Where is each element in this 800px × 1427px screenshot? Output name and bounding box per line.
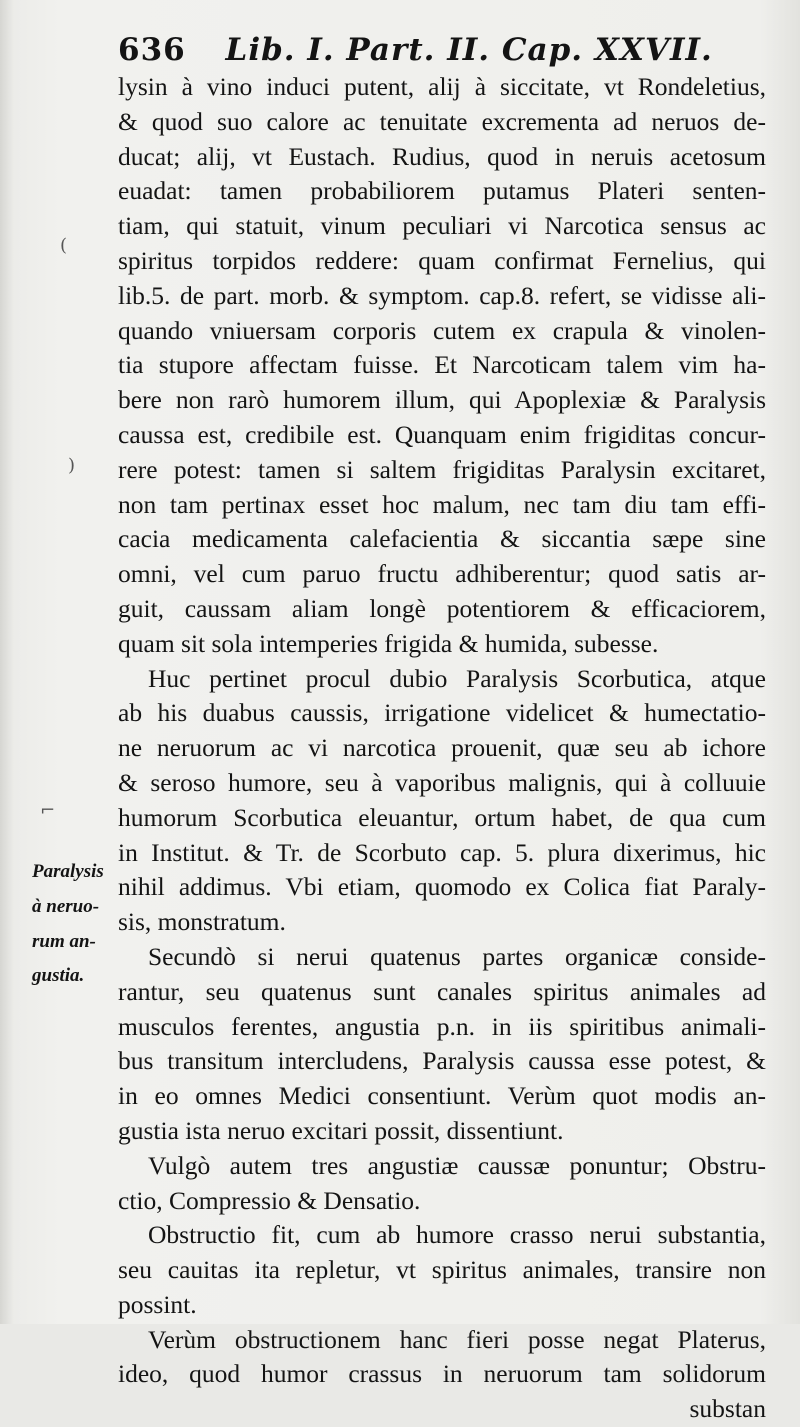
text-line: gustia ista neruo excitari possit, dissentiunt. xyxy=(118,1115,564,1145)
text-line: caussa est, credibile est. Quanquam enim frigiditas concur- xyxy=(118,419,766,449)
text-line: humorum Scorbutica eleuantur, ortum habet, de qua cum xyxy=(118,802,766,832)
text-line: Huc pertinet procul dubio Paralysis Scorbutica, atque xyxy=(148,663,766,693)
text-line: euadat: tamen probabiliorem putamus Plateri senten- xyxy=(118,176,766,206)
text-line: possint. xyxy=(118,1289,197,1319)
text-line: ideo, quod humor crassus in neruorum tam solidorum xyxy=(118,1359,766,1389)
paragraph xyxy=(118,70,766,662)
text-line: Verùm obstructionem hanc fieri posse negat Platerus, xyxy=(148,1324,766,1354)
catchword: substan xyxy=(689,1394,766,1424)
text-line: bus transitum intercludens, Paralysis caussa esse potest, & xyxy=(118,1046,766,1076)
text-line: musculos ferentes, angustia p.n. in iis spiritibus animali- xyxy=(118,1011,766,1041)
text-line: ab his duabus caussis, irrigatione videlicet & humectatio- xyxy=(118,698,766,728)
text-line: non tam pertinax esset hoc malum, nec tam diu tam effi- xyxy=(118,489,766,519)
text-line: nihil addimus. Vbi etiam, quomodo ex Colica fiat Paraly- xyxy=(118,872,766,902)
page-header xyxy=(118,32,713,68)
text-line: in Institut. & Tr. de Scorbuto cap. 5. plura dixerimus, hic xyxy=(118,837,766,867)
margin-note-line: à neruo- xyxy=(32,895,100,917)
margin-note-line: Paralysis xyxy=(32,861,104,882)
text-line: bere non rarò humorem illum, qui Apoplexiæ & Paralysis xyxy=(118,385,766,415)
text-line: ctio, Compressio & Densatio. xyxy=(118,1185,421,1215)
text-line: Secundò si nerui quatenus partes organicæ conside- xyxy=(148,941,766,971)
text-line: Obstructio fit, cum ab humore crasso nerui substantia, xyxy=(148,1220,766,1250)
text-line: Vulgò autem tres angustiæ caussæ ponuntur; Obstru- xyxy=(148,1150,766,1180)
paragraph xyxy=(118,940,766,1149)
paragraph xyxy=(118,1149,766,1219)
text-line: quando vniuersam corporis cutem ex crapula & vinolen- xyxy=(118,315,766,345)
running-title: Lib. I. Part. II. Cap. XXVII. xyxy=(225,32,713,68)
text-line: tiam, qui statuit, vinum peculiari vi Narcotica sensus ac xyxy=(118,211,766,241)
margin-note xyxy=(32,855,124,994)
text-line: spiritus torpidos reddere: quam confirmat Fernelius, qui xyxy=(118,245,766,275)
text-line: quam sit sola intemperies frigida & humida, subesse. xyxy=(118,628,659,658)
text-line: & quod suo calore ac tenuitate excrementa ad neruos de- xyxy=(118,106,766,136)
margin-note-line: rum an- xyxy=(32,930,96,952)
text-line: omni, vel cum paruo fructu adhiberentur; quod satis ar- xyxy=(118,559,766,589)
text-line: cacia medicamenta calefacientia & siccantia sæpe sine xyxy=(118,524,766,554)
text-body xyxy=(118,70,766,1427)
text-line: & seroso humore, seu à vaporibus malignis, qui à colluuie xyxy=(118,767,766,797)
text-line: sis, monstratum. xyxy=(118,907,286,937)
text-line: ne neruorum ac vi narcotica prouenit, quæ seu ab ichore xyxy=(118,733,766,763)
text-line: lysin à vino induci putent, alij à siccitate, vt Rondeletius, xyxy=(118,72,766,101)
paragraph xyxy=(118,662,766,940)
text-line: rere potest: tamen si saltem frigiditas Paralysin excitaret, xyxy=(118,454,766,484)
text-line: seu cauitas ita repletur, vt spiritus animales, transire non xyxy=(118,1255,766,1285)
text-line: ducat; alij, vt Eustach. Rudius, quod in neruis acetosum xyxy=(118,141,766,171)
ink-speck: ( xyxy=(60,235,68,256)
text-line: rantur, seu quatenus sunt canales spiritus animales ad xyxy=(118,976,766,1006)
paragraph xyxy=(118,1323,766,1393)
margin-note-line: gustia. xyxy=(32,965,85,987)
text-line: tia stupore affectam fuisse. Et Narcoticam talem vim ha- xyxy=(118,350,766,380)
text-line: lib.5. de part. morb. & symptom. cap.8. refert, se vidisse ali- xyxy=(118,280,766,310)
ink-speck: ⌐ xyxy=(40,800,56,821)
text-line: guit, caussam aliam longè potentiorem & efficaciorem, xyxy=(118,593,766,623)
text-line: in eo omnes Medici consentiunt. Verùm quot modis an- xyxy=(118,1081,766,1111)
page-number: 636 xyxy=(118,32,186,68)
paragraph xyxy=(118,1218,766,1322)
ink-speck: ) xyxy=(68,455,76,476)
